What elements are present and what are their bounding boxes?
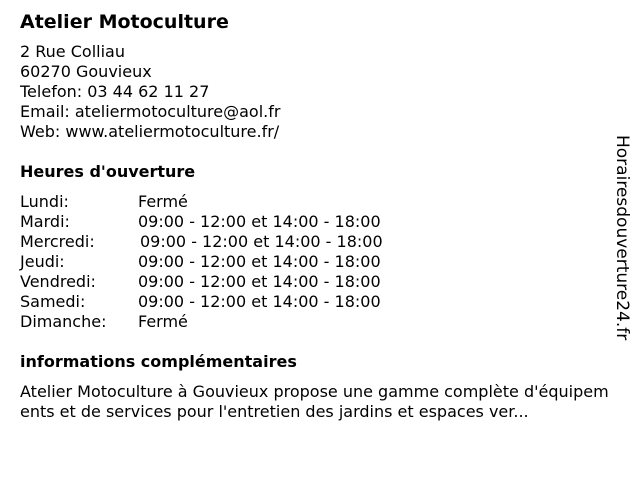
hours-time: Fermé [138, 312, 188, 331]
hours-row-monday [20, 192, 610, 212]
hours-row-saturday [20, 292, 610, 312]
contact-block [20, 42, 610, 142]
business-name: Atelier Motoculture [20, 11, 229, 33]
hours-day: Samedi: [20, 292, 86, 311]
web-line: Web: www.ateliermotoculture.fr/ [20, 122, 280, 141]
info-description: Atelier Motoculture à Gouvieux propose une gamme complète d'équipements et de services pour l'entretien des jardins et espaces ver... [20, 382, 609, 421]
hours-row-sunday [20, 312, 610, 332]
hours-day: Mercredi: [20, 232, 95, 251]
street-address: 2 Rue Colliau [20, 42, 125, 61]
hours-time: Fermé [138, 192, 188, 211]
phone-line: Telefon: 03 44 62 11 27 [20, 82, 210, 101]
hours-time: 09:00 - 12:00 et 14:00 - 18:00 [138, 272, 381, 291]
hours-day: Vendredi: [20, 272, 96, 291]
info-heading: informations complémentaires [20, 352, 297, 371]
hours-row-friday [20, 272, 610, 292]
email-line: Email: ateliermotoculture@aol.fr [20, 102, 281, 121]
hours-time: 09:00 - 12:00 et 14:00 - 18:00 [140, 232, 383, 251]
hours-day: Jeudi: [20, 252, 65, 271]
hours-table [20, 192, 610, 332]
hours-row-thursday [20, 252, 610, 272]
hours-day: Lundi: [20, 192, 69, 211]
hours-row-tuesday [20, 212, 610, 232]
hours-heading: Heures d'ouverture [20, 162, 196, 181]
hours-time: 09:00 - 12:00 et 14:00 - 18:00 [138, 252, 381, 271]
hours-day: Mardi: [20, 212, 70, 231]
city-address: 60270 Gouvieux [20, 62, 152, 81]
site-watermark: Horairesdouverture24.fr [612, 135, 632, 341]
hours-time: 09:00 - 12:00 et 14:00 - 18:00 [138, 212, 381, 231]
business-card [20, 10, 610, 422]
hours-row-wednesday [20, 232, 610, 252]
hours-time: 09:00 - 12:00 et 14:00 - 18:00 [138, 292, 381, 311]
hours-day: Dimanche: [20, 312, 107, 331]
